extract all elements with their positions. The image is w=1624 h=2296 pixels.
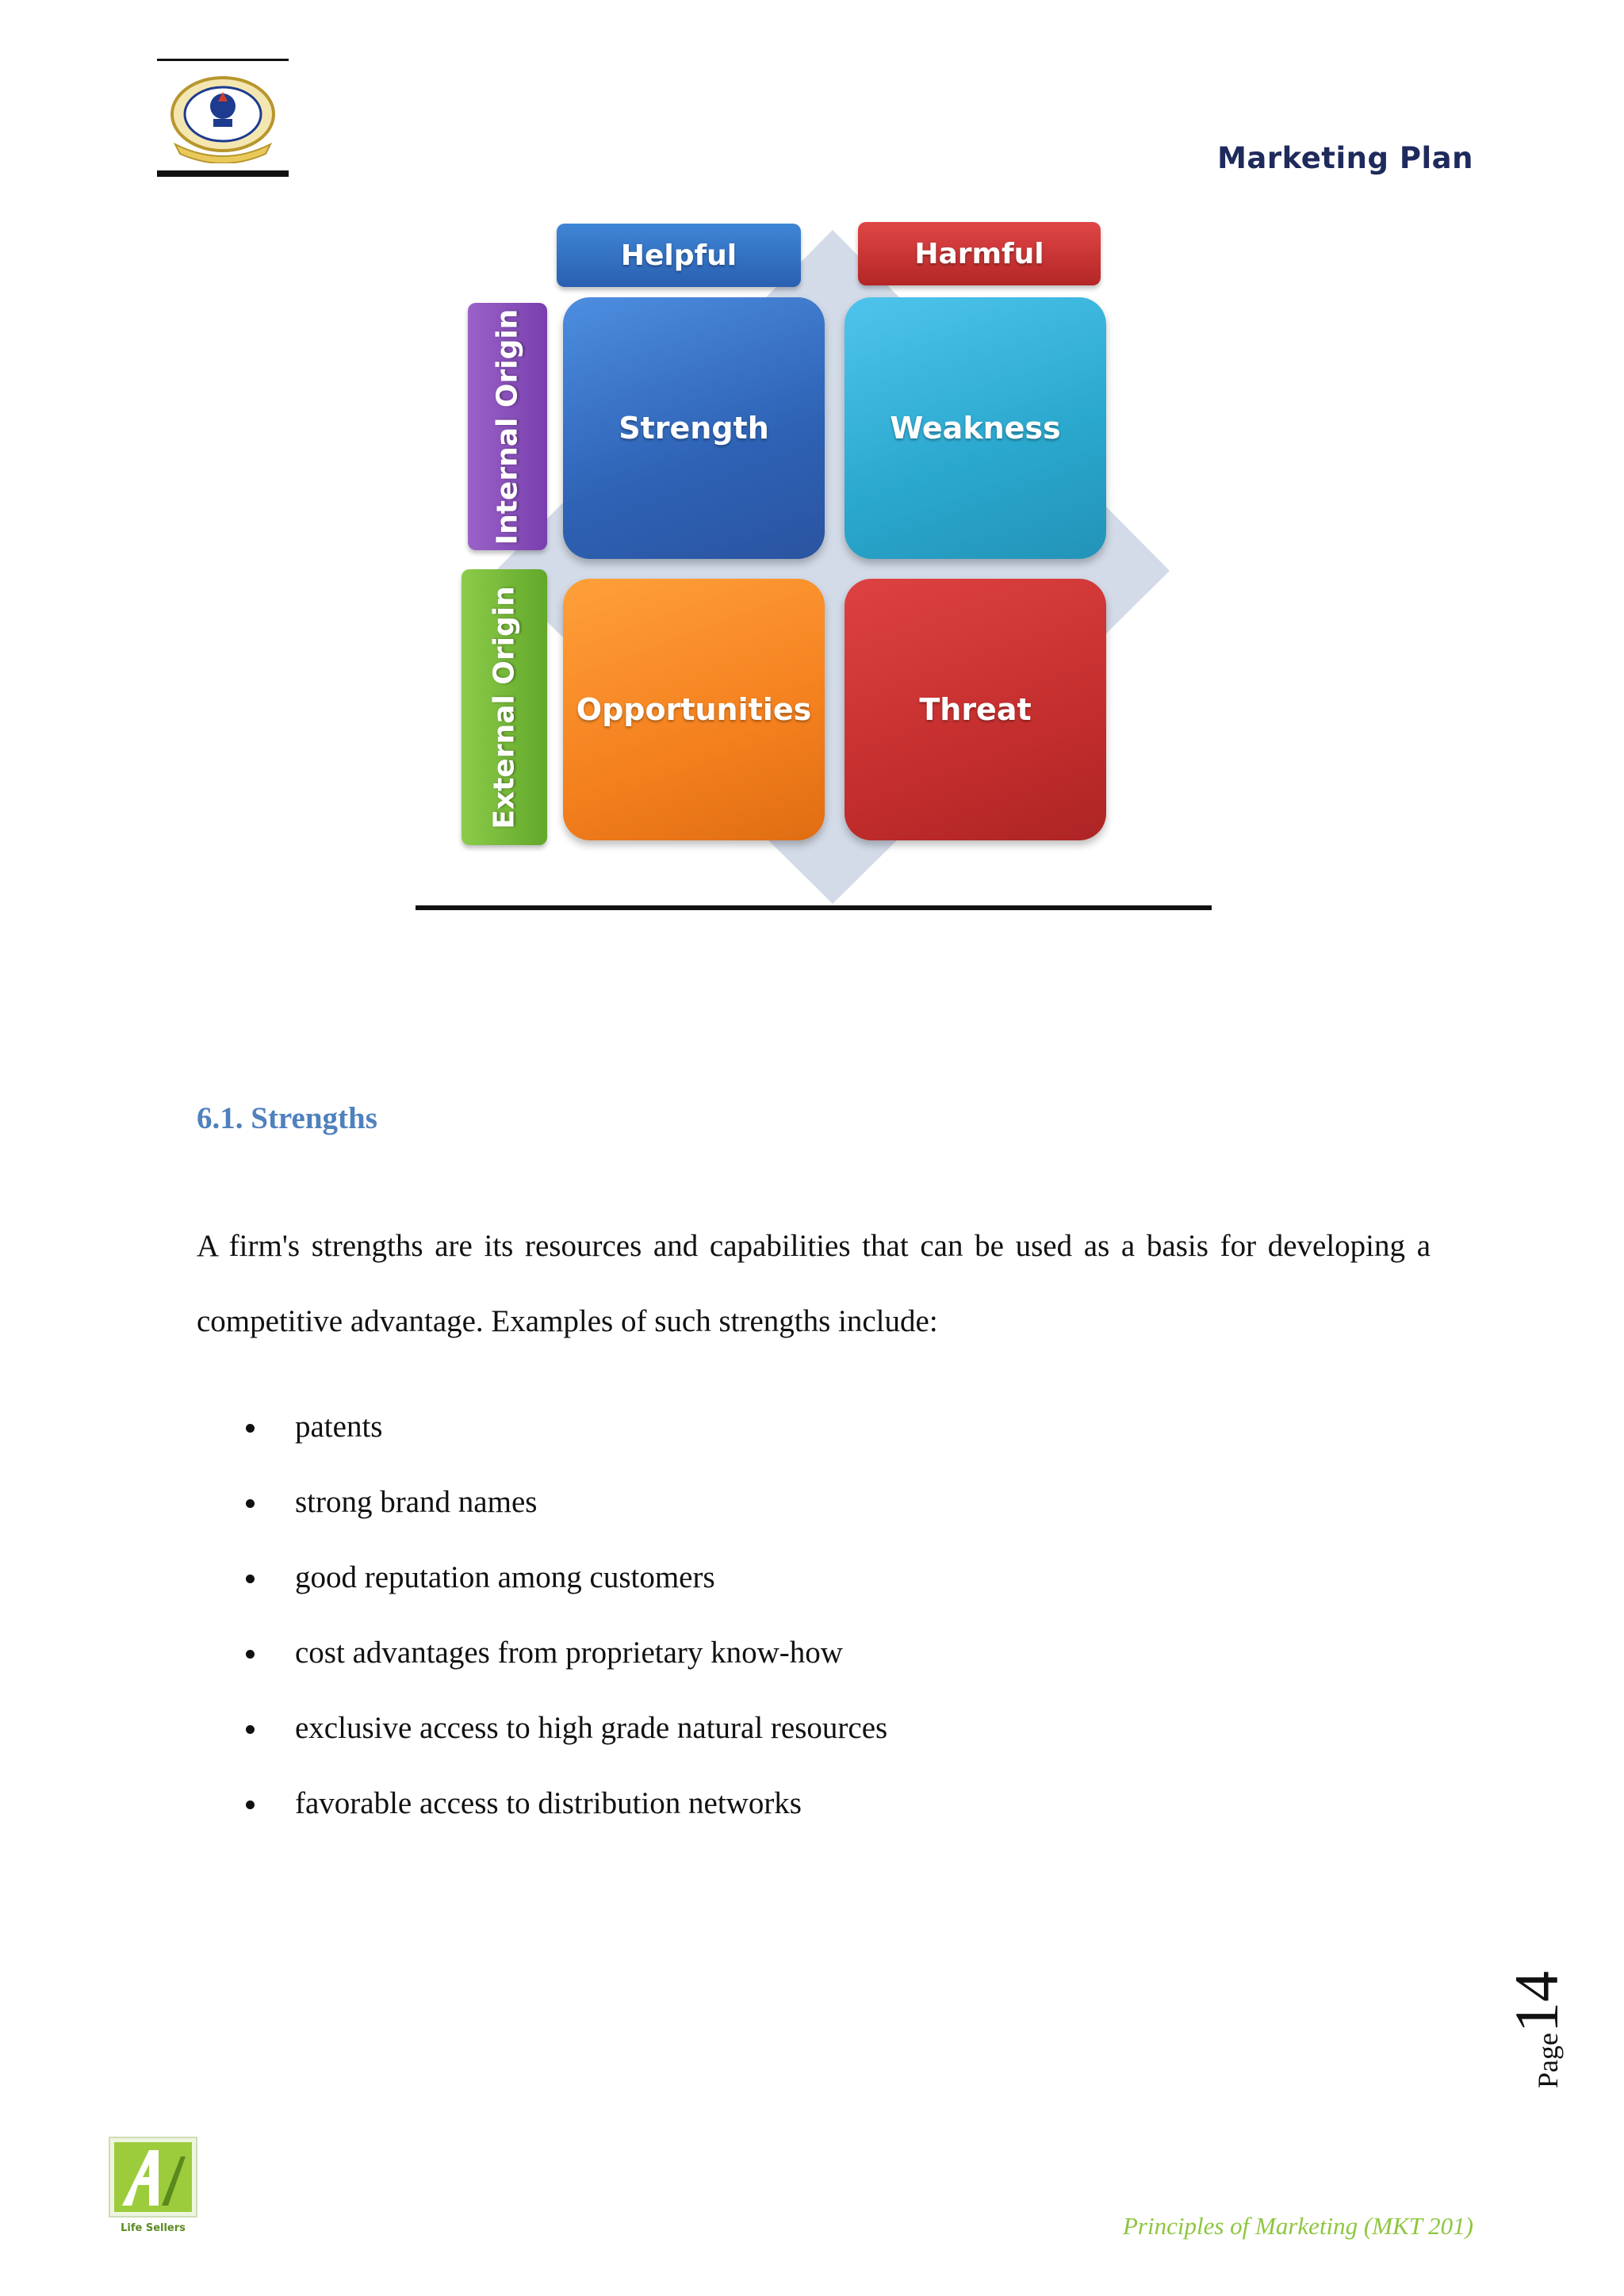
swot-diagram (444, 214, 1189, 904)
bullet-icon (246, 1800, 255, 1809)
tab-external-origin: External Origin (462, 569, 547, 845)
list-item: strong brand names (238, 1464, 887, 1540)
list-item: exclusive access to high grade natural resources (238, 1690, 887, 1766)
strengths-list (238, 1389, 887, 1841)
bullet-icon (246, 1575, 255, 1583)
quadrant-weakness: Weakness (845, 297, 1106, 559)
bullet-icon (246, 1650, 255, 1659)
section-paragraph: A firm's strengths are its resources and capabilities that can be used as a basis for developing a competitive advantage. Examples of such strengths include: (197, 1229, 1431, 1338)
list-item: good reputation among customers (238, 1540, 887, 1615)
quadrant-threat: Threat (845, 579, 1106, 840)
footer-logo (103, 2133, 203, 2237)
section-heading: 6.1. Strengths (197, 1101, 377, 1135)
quadrant-strength: Strength (563, 297, 825, 559)
header-rule-top (157, 59, 289, 61)
page-number-value: 14 (1502, 1971, 1571, 2034)
university-logo (163, 71, 283, 163)
page-label: Page (1532, 2033, 1564, 2088)
bullet-icon (246, 1499, 255, 1508)
footer-course: Principles of Marketing (MKT 201) (1123, 2212, 1473, 2240)
svg-text:Life Sellers: Life Sellers (121, 2222, 186, 2234)
tab-harmful: Harmful (858, 222, 1101, 285)
list-item: cost advantages from proprietary know-how (238, 1615, 887, 1690)
diagram-rule (416, 905, 1212, 910)
list-item: patents (238, 1389, 887, 1464)
tab-helpful: Helpful (557, 224, 801, 287)
list-item: favorable access to distribution networks (238, 1766, 887, 1841)
header-title: Marketing Plan (1217, 141, 1473, 175)
bullet-icon (246, 1725, 255, 1734)
bullet-icon (246, 1424, 255, 1433)
page-number (1502, 1958, 1571, 2101)
tab-internal-origin: Internal Origin (468, 303, 547, 550)
quadrant-opportunities: Opportunities (563, 579, 825, 840)
header-rule-bottom (157, 170, 289, 177)
